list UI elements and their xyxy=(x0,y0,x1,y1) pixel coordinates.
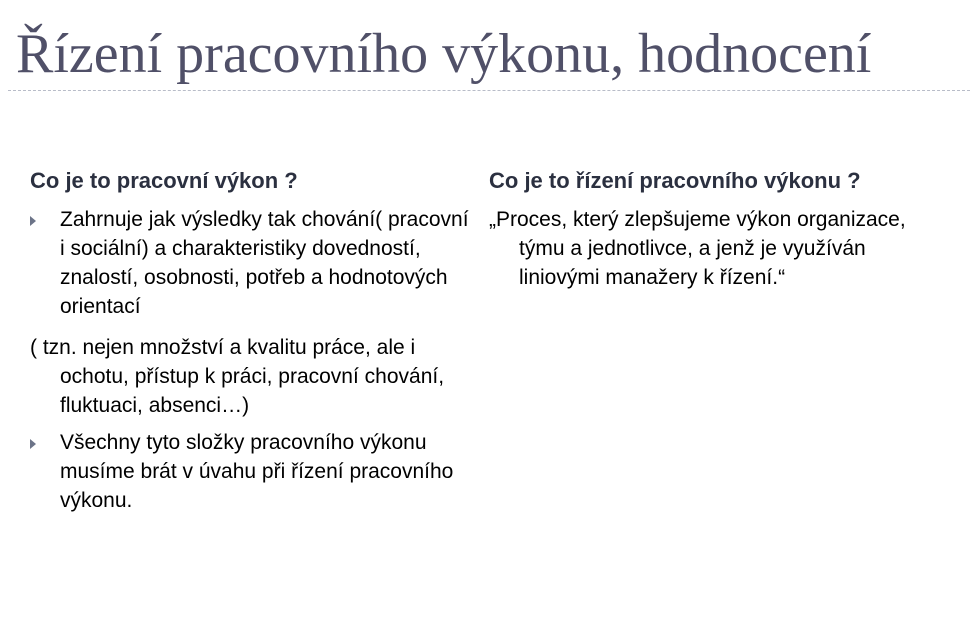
triangle-bullet-icon xyxy=(30,216,36,226)
title-divider xyxy=(8,90,970,91)
bullet-item-components xyxy=(30,428,470,515)
slide-title: Řízení pracovního výkonu, hodnocení xyxy=(16,23,872,85)
right-column xyxy=(489,166,949,292)
note-paragraph: ( tzn. nejen množství a kvalitu práce, ale i ochotu, přístup k práci, pracovní chování, fluktuaci, absenci…) xyxy=(30,336,445,417)
triangle-bullet-icon xyxy=(30,439,36,449)
left-column-heading: Co je to pracovní výkon ? xyxy=(30,168,298,193)
bullet-text: Zahrnuje jak výsledky tak chování( pracovní i sociální) a charakteristiky dovedností, znalostí, osobnosti, potřeb a hodnotových orientací xyxy=(60,208,469,318)
right-column-heading: Co je to řízení pracovního výkonu ? xyxy=(489,168,861,193)
bullet-item-results xyxy=(30,205,470,321)
bullet-text: Všechny tyto složky pracovního výkonu musíme brát v úvahu při řízení pracovního výkonu. xyxy=(60,431,454,512)
definition-quote: „Proces, který zlepšujeme výkon organizace, týmu a jednotlivce, a jenž je využíván liniovými manažery k řízení.“ xyxy=(489,208,906,289)
left-column xyxy=(30,166,470,521)
